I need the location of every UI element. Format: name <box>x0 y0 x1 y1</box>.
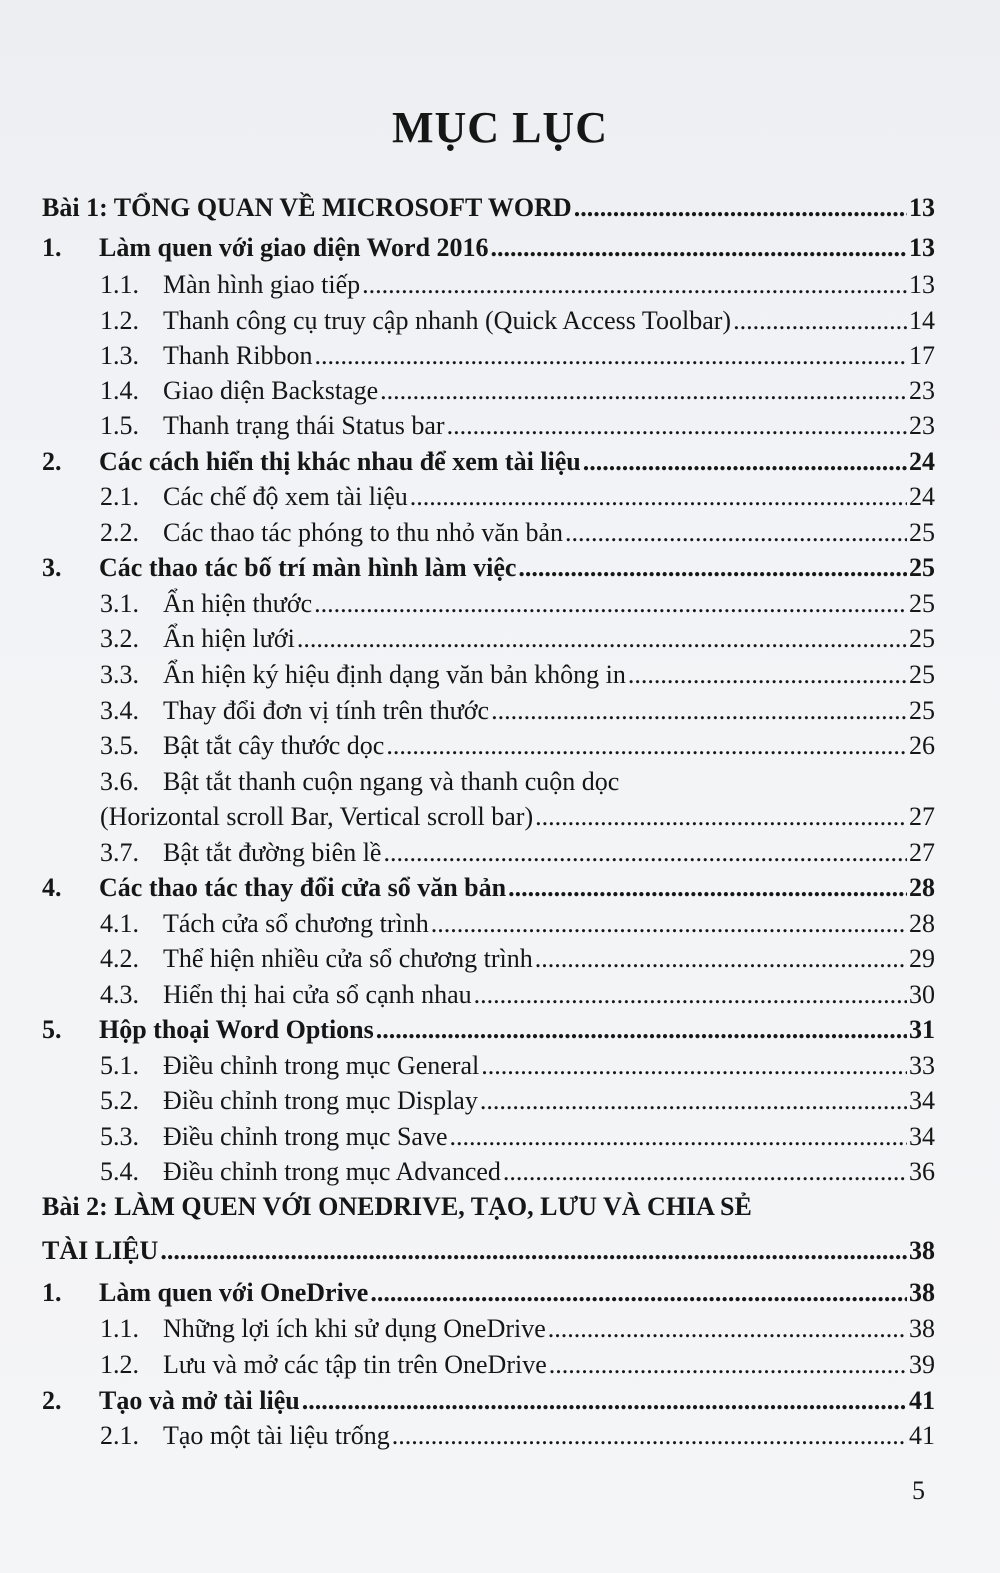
toc-entry-number: 3.2. <box>100 624 139 653</box>
toc-entry <box>100 1086 935 1122</box>
toc-entry-page: 25 <box>909 589 935 618</box>
dot-leader <box>480 1086 907 1116</box>
toc-entry-page: 23 <box>909 376 935 405</box>
dot-leader <box>370 1278 907 1308</box>
toc-entry-title: TÀI LIỆU <box>42 1236 159 1265</box>
toc-entry-number: 1. <box>42 1278 62 1307</box>
toc-entry <box>42 1278 935 1314</box>
toc-entry-number: 4.3. <box>100 980 139 1009</box>
toc-entry <box>42 447 935 483</box>
toc-entry-page: 38 <box>909 1278 935 1307</box>
toc-entry-page: 24 <box>909 447 935 476</box>
toc-entry-title: Thay đổi đơn vị tính trên thước <box>163 696 490 725</box>
dot-leader <box>549 1350 907 1380</box>
toc-entry-title: Hộp thoại Word Options <box>99 1015 374 1044</box>
toc-entry <box>42 1386 935 1422</box>
toc-entry-title: Bật tắt thanh cuộn ngang và thanh cuộn dọc <box>163 767 620 796</box>
dot-leader <box>302 1386 907 1416</box>
toc-entry-title: Làm quen với giao diện Word 2016 <box>99 233 489 262</box>
toc-entry-number: 3. <box>42 553 62 582</box>
dot-leader <box>410 482 907 512</box>
toc-entry <box>100 482 935 518</box>
toc-entry-title: Các chế độ xem tài liệu <box>163 482 408 511</box>
toc-entry <box>100 306 935 342</box>
toc-entry-page: 33 <box>909 1051 935 1080</box>
dot-leader <box>628 660 907 690</box>
toc-entry <box>100 731 935 767</box>
dot-leader <box>383 838 907 868</box>
toc-entry <box>100 1122 935 1158</box>
toc-entry-number: 5. <box>42 1015 62 1044</box>
toc-entry-page: 25 <box>909 660 935 689</box>
toc-entry-page: 27 <box>909 802 935 831</box>
toc-entry-title: Điều chỉnh trong mục General <box>163 1051 480 1080</box>
toc-entry-page: 25 <box>909 624 935 653</box>
toc-entry-number: 1.2. <box>100 1350 139 1379</box>
dot-leader <box>491 696 907 726</box>
dot-leader <box>376 1015 907 1045</box>
toc-entry-title: Làm quen với OneDrive <box>99 1278 369 1307</box>
toc-entry-title: Thể hiện nhiều cửa sổ chương trình <box>163 944 533 973</box>
toc-entry <box>100 411 935 447</box>
toc-entry-title: Các cách hiển thị khác nhau để xem tài liệu <box>99 447 581 476</box>
toc-entry-title: Thanh trạng thái Status bar <box>163 411 445 440</box>
dot-leader <box>548 1314 907 1344</box>
toc-entry-number: 2. <box>42 447 62 476</box>
toc-entry-number: 3.5. <box>100 731 139 760</box>
dot-leader <box>508 873 907 903</box>
dot-leader <box>392 1421 907 1451</box>
toc-entry-page: 13 <box>909 233 935 262</box>
toc-entry-number: 5.1. <box>100 1051 139 1080</box>
dot-leader <box>431 909 907 939</box>
toc-entry-title: Tạo và mở tài liệu <box>99 1386 300 1415</box>
toc-entry-number: 1.2. <box>100 306 139 335</box>
toc-entry-title: Tạo một tài liệu trống <box>163 1421 390 1450</box>
dot-leader <box>474 980 907 1010</box>
toc-entry <box>100 518 935 554</box>
toc-entry-page: 28 <box>909 873 935 902</box>
toc-entry <box>42 233 935 269</box>
toc-entry-number: 2.1. <box>100 482 139 511</box>
toc-entry-number: 1.4. <box>100 376 139 405</box>
toc-entry-page: 27 <box>909 838 935 867</box>
toc-entry-title: Điều chỉnh trong mục Display <box>163 1086 478 1115</box>
toc-entry-number: 3.4. <box>100 696 139 725</box>
toc-entry <box>42 1015 935 1051</box>
dot-leader <box>297 624 907 654</box>
page-number: 5 <box>912 1476 925 1505</box>
dot-leader <box>733 306 907 336</box>
dot-leader <box>518 553 907 583</box>
toc-entry-title: Thanh Ribbon <box>163 341 313 370</box>
toc-entry-number: 3.3. <box>100 660 139 689</box>
toc-entry-number: 1.1. <box>100 270 139 299</box>
dot-leader <box>314 589 907 619</box>
toc-entry <box>100 909 935 945</box>
toc-entry-title: Giao diện Backstage <box>163 376 379 405</box>
toc-entry-page: 14 <box>909 306 935 335</box>
toc-entry-page: 25 <box>909 696 935 725</box>
toc-entry-page: 29 <box>909 944 935 973</box>
toc-entry-number: 2.2. <box>100 518 139 547</box>
toc-entry-page: 25 <box>909 518 935 547</box>
toc-entry-page: 34 <box>909 1122 935 1151</box>
toc-entry-title: Ẩn hiện thước <box>163 589 313 618</box>
toc-entry-title: Bài 2: LÀM QUEN VỚI ONEDRIVE, TẠO, LƯU VÀ CHIA SẺ <box>42 1192 752 1221</box>
dot-leader <box>535 802 907 832</box>
toc-entry <box>42 1236 935 1272</box>
dot-leader <box>503 1157 907 1187</box>
toc-entry-title: Các thao tác thay đổi cửa sổ văn bản <box>99 873 507 902</box>
toc-entry <box>42 553 935 589</box>
toc-entry-number: 5.4. <box>100 1157 139 1186</box>
dot-leader <box>535 944 907 974</box>
toc-entry-number: 1. <box>42 233 62 262</box>
toc-entry-number: 1.5. <box>100 411 139 440</box>
dot-leader <box>386 731 907 761</box>
toc-entry <box>100 1421 935 1457</box>
toc-entry <box>42 1192 935 1228</box>
toc-entry-number: 2. <box>42 1386 62 1415</box>
toc-entry-number: 2.1. <box>100 1421 139 1450</box>
toc-entry <box>100 1350 935 1386</box>
toc-entry <box>42 193 935 229</box>
toc-entry-page: 36 <box>909 1157 935 1186</box>
toc-entry-page: 31 <box>909 1015 935 1044</box>
toc-entry-title: Màn hình giao tiếp <box>163 270 361 299</box>
toc-entry-number: 4.2. <box>100 944 139 973</box>
toc-entry-number: 1.3. <box>100 341 139 370</box>
dot-leader <box>450 1122 908 1152</box>
toc-entry-title: Điều chỉnh trong mục Save <box>163 1122 448 1151</box>
toc-entry-page: 13 <box>909 270 935 299</box>
toc-entry-title: Bài 1: TỔNG QUAN VỀ MICROSOFT WORD <box>42 193 572 222</box>
toc-entry <box>100 696 935 732</box>
toc-entry-title: (Horizontal scroll Bar, Vertical scroll bar) <box>100 802 534 831</box>
dot-leader <box>160 1236 907 1266</box>
toc-entry-title: Bật tắt đường biên lề <box>163 838 382 867</box>
toc-entry <box>100 624 935 660</box>
toc-entry-page: 41 <box>909 1421 935 1450</box>
toc-entry <box>100 270 935 306</box>
toc-entry-number: 3.6. <box>100 767 139 796</box>
toc-entry-page: 38 <box>909 1314 935 1343</box>
dot-leader <box>362 270 907 300</box>
toc-entry-title: Điều chỉnh trong mục Advanced <box>163 1157 501 1186</box>
dot-leader <box>574 193 907 223</box>
toc-entry-title: Ẩn hiện ký hiệu định dạng văn bản không in <box>163 660 626 689</box>
toc-entry-number: 1.1. <box>100 1314 139 1343</box>
toc-entry-page: 30 <box>909 980 935 1009</box>
dot-leader <box>481 1051 907 1081</box>
toc-entry-page: 17 <box>909 341 935 370</box>
toc-entry <box>100 376 935 412</box>
toc-entry-title: Các thao tác bố trí màn hình làm việc <box>99 553 517 582</box>
toc-entry-number: 5.2. <box>100 1086 139 1115</box>
toc-entry <box>100 944 935 980</box>
dot-leader <box>491 233 907 263</box>
toc-entry-page: 25 <box>909 553 935 582</box>
toc-entry-page: 13 <box>909 193 935 222</box>
toc-entry <box>100 1051 935 1087</box>
toc-entry-number: 4. <box>42 873 62 902</box>
toc-entry <box>100 660 935 696</box>
dot-leader <box>565 518 907 548</box>
toc-entry-page: 23 <box>909 411 935 440</box>
toc-entry-page: 28 <box>909 909 935 938</box>
toc-entry-number: 4.1. <box>100 909 139 938</box>
toc-entry-title: Những lợi ích khi sử dụng OneDrive <box>163 1314 546 1343</box>
toc-entry <box>100 1314 935 1350</box>
toc-entry-title: Ẩn hiện lưới <box>163 624 295 653</box>
toc-entry <box>100 589 935 625</box>
toc-entry-title: Hiển thị hai cửa sổ cạnh nhau <box>163 980 472 1009</box>
toc-entry-number: 3.7. <box>100 838 139 867</box>
toc-entry <box>100 802 935 838</box>
toc-entry-page: 38 <box>909 1236 935 1265</box>
toc-entry <box>100 767 935 803</box>
toc-entry-title: Thanh công cụ truy cập nhanh (Quick Access Toolbar) <box>163 306 732 335</box>
toc-entry-title: Bật tắt cây thước dọc <box>163 731 385 760</box>
toc-entry-title: Tách cửa sổ chương trình <box>163 909 429 938</box>
dot-leader <box>315 341 908 371</box>
toc-entry-title: Lưu và mở các tập tin trên OneDrive <box>163 1350 547 1379</box>
toc-entry <box>100 1157 935 1193</box>
toc-entry <box>100 980 935 1016</box>
dot-leader <box>447 411 907 441</box>
toc-entry-page: 34 <box>909 1086 935 1115</box>
page-title: MỤC LỤC <box>392 103 608 152</box>
toc-entry <box>100 838 935 874</box>
toc-entry-title: Các thao tác phóng to thu nhỏ văn bản <box>163 518 564 547</box>
dot-leader <box>583 447 907 477</box>
toc-entry-number: 5.3. <box>100 1122 139 1151</box>
toc-entry-number: 3.1. <box>100 589 139 618</box>
toc-entry-page: 39 <box>909 1350 935 1379</box>
toc-entry-page: 41 <box>909 1386 935 1415</box>
toc-entry <box>42 873 935 909</box>
toc-entry <box>100 341 935 377</box>
toc-entry-page: 24 <box>909 482 935 511</box>
dot-leader <box>380 376 907 406</box>
toc-entry-page: 26 <box>909 731 935 760</box>
